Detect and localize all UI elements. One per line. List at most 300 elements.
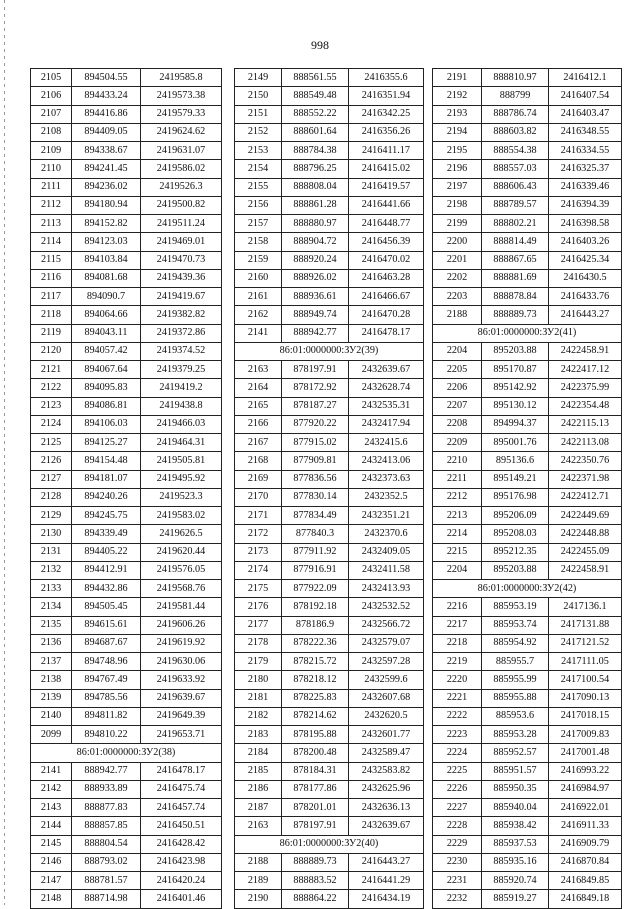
point-number: 2191 bbox=[433, 69, 482, 87]
x-coordinate: 878177.86 bbox=[282, 780, 349, 798]
y-coordinate: 2419631.07 bbox=[141, 142, 222, 160]
coordinate-row bbox=[31, 543, 222, 561]
x-coordinate: 894810.22 bbox=[72, 726, 141, 744]
point-number: 2157 bbox=[235, 215, 282, 233]
coordinate-row bbox=[433, 707, 622, 725]
x-coordinate: 888926.02 bbox=[282, 269, 349, 287]
point-number: 2228 bbox=[433, 817, 482, 835]
x-coordinate: 894103.84 bbox=[72, 251, 141, 269]
point-number: 2136 bbox=[31, 634, 72, 652]
coordinate-row bbox=[31, 215, 222, 233]
point-number: 2188 bbox=[235, 853, 282, 871]
y-coordinate: 2432370.6 bbox=[349, 525, 424, 543]
y-coordinate: 2422350.76 bbox=[549, 452, 622, 470]
point-number: 2169 bbox=[235, 470, 282, 488]
x-coordinate: 885953.6 bbox=[482, 707, 549, 725]
x-coordinate: 888933.89 bbox=[72, 780, 141, 798]
point-number: 2205 bbox=[433, 361, 482, 379]
coordinate-row bbox=[235, 69, 424, 87]
y-coordinate: 2417136.1 bbox=[549, 598, 622, 616]
point-number: 2215 bbox=[433, 543, 482, 561]
y-coordinate: 2416325.37 bbox=[549, 160, 622, 178]
coordinate-row bbox=[235, 653, 424, 671]
coordinates-table-middle bbox=[234, 68, 424, 909]
coordinate-row bbox=[31, 123, 222, 141]
point-number: 2162 bbox=[235, 306, 282, 324]
point-number: 2186 bbox=[235, 780, 282, 798]
x-coordinate: 878197.91 bbox=[282, 361, 349, 379]
parcel-header-row bbox=[235, 835, 424, 853]
parcel-cadastral-number: 86:01:0000000:ЗУ2(42) bbox=[433, 580, 622, 598]
parcel-cadastral-number: 86:01:0000000:ЗУ2(38) bbox=[31, 744, 222, 762]
coordinate-row bbox=[235, 233, 424, 251]
y-coordinate: 2417018.15 bbox=[549, 707, 622, 725]
coordinate-row bbox=[31, 853, 222, 871]
point-number: 2130 bbox=[31, 525, 72, 543]
x-coordinate: 878184.31 bbox=[282, 762, 349, 780]
x-coordinate: 895142.92 bbox=[482, 379, 549, 397]
y-coordinate: 2416443.27 bbox=[349, 853, 424, 871]
y-coordinate: 2419526.3 bbox=[141, 178, 222, 196]
coordinate-row bbox=[433, 543, 622, 561]
point-number: 2175 bbox=[235, 580, 282, 598]
coordinate-row bbox=[31, 397, 222, 415]
point-number: 2200 bbox=[433, 233, 482, 251]
coordinate-row bbox=[235, 251, 424, 269]
x-coordinate: 888861.28 bbox=[282, 196, 349, 214]
x-coordinate: 894125.27 bbox=[72, 434, 141, 452]
x-coordinate: 894240.26 bbox=[72, 488, 141, 506]
y-coordinate: 2432636.13 bbox=[349, 799, 424, 817]
point-number: 2225 bbox=[433, 762, 482, 780]
parcel-header-row bbox=[31, 744, 222, 762]
coordinate-row bbox=[31, 689, 222, 707]
point-number: 2158 bbox=[235, 233, 282, 251]
x-coordinate: 885940.04 bbox=[482, 799, 549, 817]
y-coordinate: 2432413.06 bbox=[349, 452, 424, 470]
point-number: 2151 bbox=[235, 105, 282, 123]
point-number: 2156 bbox=[235, 196, 282, 214]
point-number: 2213 bbox=[433, 507, 482, 525]
y-coordinate: 2416466.67 bbox=[349, 288, 424, 306]
y-coordinate: 2419382.82 bbox=[141, 306, 222, 324]
y-coordinate: 2419466.03 bbox=[141, 415, 222, 433]
coordinate-row bbox=[433, 342, 622, 360]
y-coordinate: 2419583.02 bbox=[141, 507, 222, 525]
coordinate-row bbox=[31, 142, 222, 160]
parcel-cadastral-number: 86:01:0000000:ЗУ2(40) bbox=[235, 835, 424, 853]
coordinate-row bbox=[235, 196, 424, 214]
coordinate-row bbox=[433, 105, 622, 123]
y-coordinate: 2419573.38 bbox=[141, 87, 222, 105]
y-coordinate: 2432373.63 bbox=[349, 470, 424, 488]
y-coordinate: 2432589.47 bbox=[349, 744, 424, 762]
y-coordinate: 2417100.54 bbox=[549, 671, 622, 689]
coordinate-row bbox=[235, 671, 424, 689]
y-coordinate: 2416403.47 bbox=[549, 105, 622, 123]
x-coordinate: 894338.67 bbox=[72, 142, 141, 160]
point-number: 2152 bbox=[235, 123, 282, 141]
coordinate-row bbox=[31, 799, 222, 817]
x-coordinate: 894064.66 bbox=[72, 306, 141, 324]
y-coordinate: 2416909.79 bbox=[549, 835, 622, 853]
y-coordinate: 2422458.91 bbox=[549, 561, 622, 579]
point-number: 2120 bbox=[31, 342, 72, 360]
y-coordinate: 2416425.34 bbox=[549, 251, 622, 269]
point-number: 2106 bbox=[31, 87, 72, 105]
point-number: 2189 bbox=[235, 872, 282, 890]
coordinate-row bbox=[31, 488, 222, 506]
coordinate-row bbox=[235, 507, 424, 525]
point-number: 2221 bbox=[433, 689, 482, 707]
x-coordinate: 888920.24 bbox=[282, 251, 349, 269]
x-coordinate: 894748.96 bbox=[72, 653, 141, 671]
coordinate-row bbox=[433, 361, 622, 379]
x-coordinate: 885953.28 bbox=[482, 726, 549, 744]
y-coordinate: 2416922.01 bbox=[549, 799, 622, 817]
x-coordinate: 894081.68 bbox=[72, 269, 141, 287]
y-coordinate: 2432579.07 bbox=[349, 634, 424, 652]
point-number: 2141 bbox=[235, 324, 282, 342]
coordinate-row bbox=[31, 452, 222, 470]
coordinate-row bbox=[433, 87, 622, 105]
x-coordinate: 895001.76 bbox=[482, 434, 549, 452]
point-number: 2173 bbox=[235, 543, 282, 561]
coordinate-row bbox=[235, 707, 424, 725]
point-number: 2129 bbox=[31, 507, 72, 525]
coordinate-row bbox=[433, 488, 622, 506]
point-number: 2155 bbox=[235, 178, 282, 196]
point-number: 2153 bbox=[235, 142, 282, 160]
y-coordinate: 2416339.46 bbox=[549, 178, 622, 196]
x-coordinate: 878214.62 bbox=[282, 707, 349, 725]
coordinate-row bbox=[433, 890, 622, 908]
point-number: 2232 bbox=[433, 890, 482, 908]
x-coordinate: 888552.22 bbox=[282, 105, 349, 123]
coordinate-row bbox=[31, 780, 222, 798]
y-coordinate: 2432351.21 bbox=[349, 507, 424, 525]
y-coordinate: 2419619.92 bbox=[141, 634, 222, 652]
point-number: 2182 bbox=[235, 707, 282, 725]
x-coordinate: 894245.75 bbox=[72, 507, 141, 525]
coordinate-row bbox=[433, 507, 622, 525]
coordinate-row bbox=[31, 726, 222, 744]
point-number: 2164 bbox=[235, 379, 282, 397]
coordinate-row bbox=[31, 69, 222, 87]
point-number: 2177 bbox=[235, 616, 282, 634]
y-coordinate: 2417121.52 bbox=[549, 634, 622, 652]
coordinate-row bbox=[433, 762, 622, 780]
point-number: 2118 bbox=[31, 306, 72, 324]
x-coordinate: 888561.55 bbox=[282, 69, 349, 87]
y-coordinate: 2416430.5 bbox=[549, 269, 622, 287]
x-coordinate: 894432.86 bbox=[72, 580, 141, 598]
x-coordinate: 877909.81 bbox=[282, 452, 349, 470]
point-number: 2115 bbox=[31, 251, 72, 269]
x-coordinate: 888714.98 bbox=[72, 890, 141, 908]
y-coordinate: 2419495.92 bbox=[141, 470, 222, 488]
coordinate-row bbox=[31, 707, 222, 725]
x-coordinate: 878215.72 bbox=[282, 653, 349, 671]
point-number: 2220 bbox=[433, 671, 482, 689]
point-number: 2176 bbox=[235, 598, 282, 616]
x-coordinate: 888942.77 bbox=[72, 762, 141, 780]
x-coordinate: 888889.73 bbox=[482, 306, 549, 324]
coordinate-row bbox=[433, 780, 622, 798]
y-coordinate: 2416457.74 bbox=[141, 799, 222, 817]
y-coordinate: 2432599.6 bbox=[349, 671, 424, 689]
y-coordinate: 2416348.55 bbox=[549, 123, 622, 141]
y-coordinate: 2419579.33 bbox=[141, 105, 222, 123]
point-number: 2132 bbox=[31, 561, 72, 579]
x-coordinate: 894615.61 bbox=[72, 616, 141, 634]
point-number: 2190 bbox=[235, 890, 282, 908]
coordinate-row bbox=[433, 744, 622, 762]
coordinate-row bbox=[235, 853, 424, 871]
y-coordinate: 2432639.67 bbox=[349, 361, 424, 379]
coordinate-row bbox=[31, 105, 222, 123]
point-number: 2108 bbox=[31, 123, 72, 141]
x-coordinate: 878197.91 bbox=[282, 817, 349, 835]
point-number: 2124 bbox=[31, 415, 72, 433]
coordinate-row bbox=[31, 160, 222, 178]
x-coordinate: 888814.49 bbox=[482, 233, 549, 251]
point-number: 2113 bbox=[31, 215, 72, 233]
y-coordinate: 2419653.71 bbox=[141, 726, 222, 744]
point-number: 2168 bbox=[235, 452, 282, 470]
y-coordinate: 2416478.17 bbox=[349, 324, 424, 342]
point-number: 2198 bbox=[433, 196, 482, 214]
x-coordinate: 894416.86 bbox=[72, 105, 141, 123]
point-number: 2144 bbox=[31, 817, 72, 835]
point-number: 2134 bbox=[31, 598, 72, 616]
y-coordinate: 2432535.31 bbox=[349, 397, 424, 415]
coordinate-row bbox=[235, 379, 424, 397]
point-number: 2114 bbox=[31, 233, 72, 251]
coordinates-table-right bbox=[432, 68, 622, 909]
coordinate-row bbox=[31, 251, 222, 269]
y-coordinate: 2416423.98 bbox=[141, 853, 222, 871]
x-coordinate: 888603.82 bbox=[482, 123, 549, 141]
coordinate-row bbox=[235, 780, 424, 798]
point-number: 2126 bbox=[31, 452, 72, 470]
coordinate-row bbox=[433, 634, 622, 652]
y-coordinate: 2416870.84 bbox=[549, 853, 622, 871]
coordinate-row bbox=[433, 689, 622, 707]
coordinate-row bbox=[433, 434, 622, 452]
x-coordinate: 894504.55 bbox=[72, 69, 141, 87]
coordinate-row bbox=[433, 817, 622, 835]
coordinate-row bbox=[433, 178, 622, 196]
coordinate-row bbox=[433, 69, 622, 87]
x-coordinate: 877920.22 bbox=[282, 415, 349, 433]
coordinate-row bbox=[235, 361, 424, 379]
y-coordinate: 2417001.48 bbox=[549, 744, 622, 762]
coordinate-row bbox=[31, 342, 222, 360]
y-coordinate: 2432597.28 bbox=[349, 653, 424, 671]
x-coordinate: 888857.85 bbox=[72, 817, 141, 835]
y-coordinate: 2419470.73 bbox=[141, 251, 222, 269]
x-coordinate: 888867.65 bbox=[482, 251, 549, 269]
coordinate-row bbox=[31, 671, 222, 689]
x-coordinate: 885953.19 bbox=[482, 598, 549, 616]
y-coordinate: 2417009.83 bbox=[549, 726, 622, 744]
coordinate-row bbox=[235, 397, 424, 415]
y-coordinate: 2419586.02 bbox=[141, 160, 222, 178]
y-coordinate: 2416478.17 bbox=[141, 762, 222, 780]
y-coordinate: 2432625.96 bbox=[349, 780, 424, 798]
y-coordinate: 2416456.39 bbox=[349, 233, 424, 251]
point-number: 2142 bbox=[31, 780, 72, 798]
x-coordinate: 877911.92 bbox=[282, 543, 349, 561]
x-coordinate: 885952.57 bbox=[482, 744, 549, 762]
x-coordinate: 894123.03 bbox=[72, 233, 141, 251]
point-number: 2187 bbox=[235, 799, 282, 817]
coordinate-row bbox=[433, 525, 622, 543]
y-coordinate: 2419639.67 bbox=[141, 689, 222, 707]
point-number: 2110 bbox=[31, 160, 72, 178]
coordinate-row bbox=[433, 306, 622, 324]
point-number: 2195 bbox=[433, 142, 482, 160]
point-number: 2154 bbox=[235, 160, 282, 178]
point-number: 2131 bbox=[31, 543, 72, 561]
x-coordinate: 894687.67 bbox=[72, 634, 141, 652]
y-coordinate: 2432601.77 bbox=[349, 726, 424, 744]
x-coordinate: 885954.92 bbox=[482, 634, 549, 652]
point-number: 2211 bbox=[433, 470, 482, 488]
x-coordinate: 894152.82 bbox=[72, 215, 141, 233]
x-coordinate: 888802.21 bbox=[482, 215, 549, 233]
point-number: 2167 bbox=[235, 434, 282, 452]
x-coordinate: 888796.25 bbox=[282, 160, 349, 178]
x-coordinate: 895203.88 bbox=[482, 561, 549, 579]
x-coordinate: 895136.6 bbox=[482, 452, 549, 470]
y-coordinate: 2417111.05 bbox=[549, 653, 622, 671]
coordinate-row bbox=[31, 835, 222, 853]
x-coordinate: 888904.72 bbox=[282, 233, 349, 251]
coordinate-row bbox=[433, 196, 622, 214]
point-number: 2170 bbox=[235, 488, 282, 506]
y-coordinate: 2419568.76 bbox=[141, 580, 222, 598]
coordinate-row bbox=[433, 215, 622, 233]
x-coordinate: 888808.04 bbox=[282, 178, 349, 196]
point-number: 2210 bbox=[433, 452, 482, 470]
y-coordinate: 2432628.74 bbox=[349, 379, 424, 397]
point-number: 2180 bbox=[235, 671, 282, 689]
x-coordinate: 895170.87 bbox=[482, 361, 549, 379]
y-coordinate: 2432583.82 bbox=[349, 762, 424, 780]
x-coordinate: 888878.84 bbox=[482, 288, 549, 306]
parcel-cadastral-number: 86:01:0000000:ЗУ2(41) bbox=[433, 324, 622, 342]
y-coordinate: 2416412.1 bbox=[549, 69, 622, 87]
point-number: 2193 bbox=[433, 105, 482, 123]
y-coordinate: 2419372.86 bbox=[141, 324, 222, 342]
coordinate-row bbox=[235, 470, 424, 488]
coordinate-row bbox=[235, 415, 424, 433]
x-coordinate: 878172.92 bbox=[282, 379, 349, 397]
y-coordinate: 2432417.94 bbox=[349, 415, 424, 433]
coordinate-row bbox=[433, 397, 622, 415]
point-number: 2140 bbox=[31, 707, 72, 725]
point-number: 2117 bbox=[31, 288, 72, 306]
point-number: 2174 bbox=[235, 561, 282, 579]
x-coordinate: 888789.57 bbox=[482, 196, 549, 214]
point-number: 2209 bbox=[433, 434, 482, 452]
x-coordinate: 894154.48 bbox=[72, 452, 141, 470]
point-number: 2133 bbox=[31, 580, 72, 598]
point-number: 2172 bbox=[235, 525, 282, 543]
point-number: 2127 bbox=[31, 470, 72, 488]
x-coordinate: 888554.38 bbox=[482, 142, 549, 160]
y-coordinate: 2416441.66 bbox=[349, 196, 424, 214]
x-coordinate: 888799 bbox=[482, 87, 549, 105]
x-coordinate: 894106.03 bbox=[72, 415, 141, 433]
y-coordinate: 2419419.2 bbox=[141, 379, 222, 397]
coordinate-row bbox=[433, 251, 622, 269]
point-number: 2229 bbox=[433, 835, 482, 853]
point-number: 2183 bbox=[235, 726, 282, 744]
x-coordinate: 888880.97 bbox=[282, 215, 349, 233]
point-number: 2185 bbox=[235, 762, 282, 780]
y-coordinate: 2416911.33 bbox=[549, 817, 622, 835]
coordinate-row bbox=[235, 543, 424, 561]
coordinate-row bbox=[235, 890, 424, 908]
y-coordinate: 2422113.08 bbox=[549, 434, 622, 452]
point-number: 2128 bbox=[31, 488, 72, 506]
y-coordinate: 2416419.57 bbox=[349, 178, 424, 196]
y-coordinate: 2416470.28 bbox=[349, 306, 424, 324]
coordinate-row bbox=[31, 415, 222, 433]
coordinate-row bbox=[433, 160, 622, 178]
x-coordinate: 895149.21 bbox=[482, 470, 549, 488]
point-number: 2204 bbox=[433, 342, 482, 360]
y-coordinate: 2416434.19 bbox=[349, 890, 424, 908]
y-coordinate: 2432620.5 bbox=[349, 707, 424, 725]
coordinate-row bbox=[433, 853, 622, 871]
point-number: 2121 bbox=[31, 361, 72, 379]
x-coordinate: 888606.43 bbox=[482, 178, 549, 196]
x-coordinate: 894090.7 bbox=[72, 288, 141, 306]
y-coordinate: 2432607.68 bbox=[349, 689, 424, 707]
y-coordinate: 2422417.12 bbox=[549, 361, 622, 379]
x-coordinate: 888936.61 bbox=[282, 288, 349, 306]
point-number: 2143 bbox=[31, 799, 72, 817]
x-coordinate: 895206.09 bbox=[482, 507, 549, 525]
coordinate-row bbox=[31, 269, 222, 287]
point-number: 2166 bbox=[235, 415, 282, 433]
coordinate-row bbox=[31, 379, 222, 397]
x-coordinate: 894241.45 bbox=[72, 160, 141, 178]
point-number: 2107 bbox=[31, 105, 72, 123]
coordinate-row bbox=[235, 525, 424, 543]
coordinate-row bbox=[235, 434, 424, 452]
x-coordinate: 888601.64 bbox=[282, 123, 349, 141]
coordinate-row bbox=[235, 872, 424, 890]
y-coordinate: 2416356.26 bbox=[349, 123, 424, 141]
y-coordinate: 2432639.67 bbox=[349, 817, 424, 835]
coordinate-row bbox=[31, 87, 222, 105]
y-coordinate: 2419633.92 bbox=[141, 671, 222, 689]
point-number: 2208 bbox=[433, 415, 482, 433]
y-coordinate: 2416433.76 bbox=[549, 288, 622, 306]
point-number: 2184 bbox=[235, 744, 282, 762]
point-number: 2119 bbox=[31, 324, 72, 342]
y-coordinate: 2419649.39 bbox=[141, 707, 222, 725]
point-number: 2214 bbox=[433, 525, 482, 543]
point-number: 2160 bbox=[235, 269, 282, 287]
binding-margin-rule bbox=[4, 0, 5, 905]
coordinate-row bbox=[433, 123, 622, 141]
